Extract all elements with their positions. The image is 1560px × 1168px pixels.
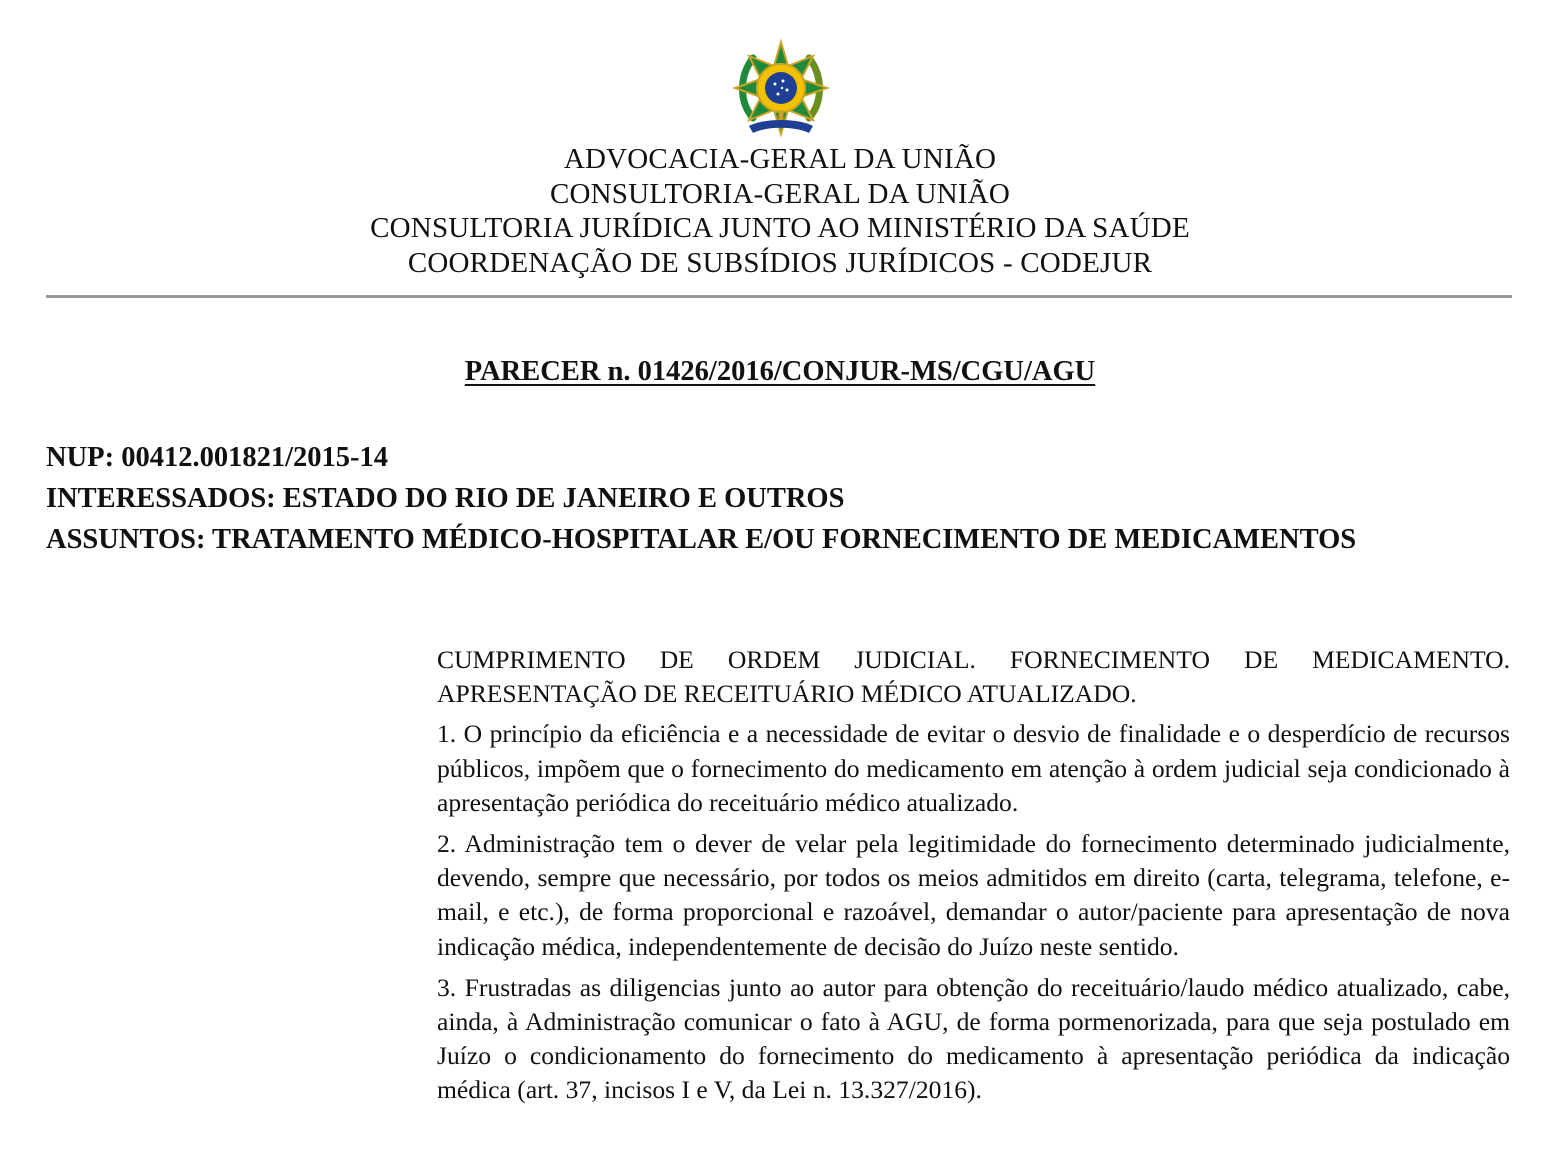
ementa-summary (437, 643, 1510, 1115)
header-divider (46, 295, 1512, 298)
ementa-item-2: 2. Administração tem o dever de velar pela legitimidade do fornecimento determinado judicialmente, devendo, sempre que necessário, por todos os meios admitidos em direito (carta, telegrama, telefone, e-mail, e etc.), de forma proporcional e razoável, demandar o autor/paciente para apresentação de nova indicação médica, independentemente de decisão do Juízo neste sentido. (437, 829, 1510, 961)
assuntos-line: ASSUNTOS: TRATAMENTO MÉDICO-HOSPITALAR E/OU FORNECIMENTO DE MEDICAMENTOS (46, 524, 1357, 555)
header-line-codejur: COORDENAÇÃO DE SUBSÍDIOS JURÍDICOS - CODEJUR (407, 246, 1153, 279)
header-line-cgu: CONSULTORIA-GERAL DA UNIÃO (549, 177, 1011, 210)
brazil-coat-of-arms-icon (731, 38, 831, 138)
ementa-item-1: 1. O princípio da eficiência e a necessidade de evitar o desvio de finalidade e o desperdício de recursos públicos, impõem que o fornecimento do medicamento em atenção à ordem judicial seja condicionado à apresentação periódica do receituário médico atualizado. (437, 719, 1510, 817)
header-line-agu: ADVOCACIA-GERAL DA UNIÃO (563, 143, 997, 175)
institution-header (0, 142, 1560, 280)
interessados-line: INTERESSADOS: ESTADO DO RIO DE JANEIRO E OUTROS (46, 483, 845, 514)
opinion-title-text: PARECER n. 01426/2016/CONJUR-MS/CGU/AGU (464, 356, 1096, 387)
opinion-title (0, 354, 1560, 390)
case-metadata (46, 437, 1526, 560)
ementa-topic: CUMPRIMENTO DE ORDEM JUDICIAL. FORNECIMENTO DE MEDICAMENTO. APRESENTAÇÃO DE RECEITUÁRIO MÉDICO ATUALIZADO. (437, 645, 1510, 709)
nup-line: NUP: 00412.001821/2015-14 (46, 442, 388, 473)
header-line-conjur: CONSULTORIA JURÍDICA JUNTO AO MINISTÉRIO DA SAÚDE (370, 212, 1190, 244)
ementa-item-3: 3. Frustradas as diligencias junto ao autor para obtenção do receituário/laudo médico atualizado, cabe, ainda, à Administração comunicar o fato à AGU, de forma pormenorizada, para que seja postulado em Juízo o condicionamento do fornecimento do medicamento à apresentação periódica da indicação médica (art. 37, incisos I e V, da Lei n. 13.327/2016). (437, 972, 1510, 1105)
